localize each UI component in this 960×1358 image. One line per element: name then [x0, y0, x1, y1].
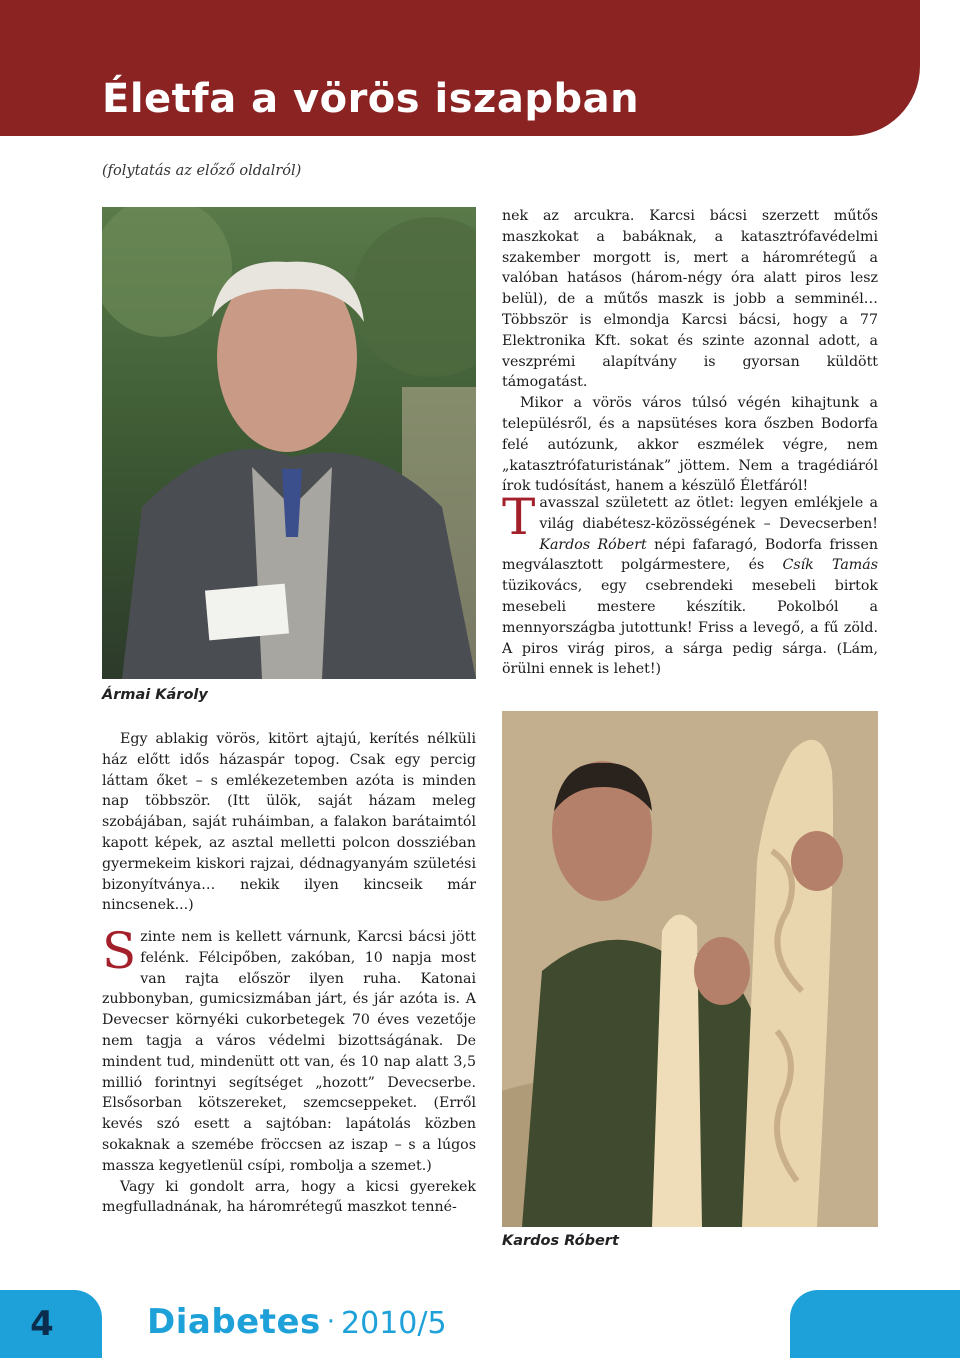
magazine-footer: [147, 1302, 447, 1342]
paragraph: [102, 922, 476, 1177]
article-text-left-top: [102, 729, 476, 916]
page-number: 4: [30, 1304, 54, 1344]
text-run: zinte nem is kellett várnunk, Karcsi bácsi jött felénk. Félcipőben, zakóban, 10 napja most van rajta először ilyen ruha. Katonai zubbonyban, gumicsizmában járt, és jár azóta is. A Devecser környéki cukorbetegek 70 éves vezetője nem tagja a város védelmi bizottságának. De mindent tud, mindenütt ott van, és 10 nap alatt 3,5 millió forintnyi segítséget „hozott” Devecserbe. Elsősorban kötszereket, szemcseppeket. (Erről kevés szó esett a sajtóban: lapátolás közben sokaknak a szemébe fröccsen az iszap – s a lúgos massza kegyetlenül csípi, rombolja a szemet.): [102, 929, 476, 1174]
carver-photo: [502, 711, 878, 1227]
continued-note: (folytatás az előző oldalról): [102, 163, 302, 179]
drop-cap: T: [502, 488, 536, 546]
article-text-left-bottom: [102, 922, 476, 1218]
portrait-caption: Ármai Károly: [102, 687, 208, 703]
portrait-photo: [102, 207, 476, 679]
paragraph: Vagy ki gondolt arra, hogy a kicsi gyerekek megfulladnának, ha háromrétegű maszkot tenné-: [102, 1178, 476, 1216]
text-run: tüzikovács, egy csebrendeki mesebeli birtok mesebeli mestere készítik. Pokolból a mennyországba jutottunk! Friss a levegő, a fű zöld. A piros virág piros, a sárga pedig sárga. (Lám, örülni ennek is lehet!): [502, 578, 878, 678]
issue-number: 2010/5: [341, 1306, 447, 1341]
article-text-right-bottom: [502, 488, 878, 680]
text-run: avasszal született az ötlet: legyen emlékjele a világ diabétesz-közösségének – Devecserben!: [539, 495, 878, 532]
separator: ·: [326, 1307, 336, 1337]
person-name: Kardos Róbert: [539, 536, 647, 553]
magazine-name: Diabetes: [147, 1302, 321, 1342]
carver-caption: Kardos Róbert: [502, 1233, 619, 1249]
footer-decor-tab: [790, 1290, 960, 1358]
drop-cap: S: [102, 922, 137, 980]
paragraph: [502, 488, 878, 680]
paragraph: nek az arcukra. Karcsi bácsi szerzett műtős maszkokat a babáknak, a katasztrófavédelmi szakember morgott is, mert a háromrétegű a valóban hatásos (három-négy óra alatt piros lesz belül), de a műtős maszk is jobb a semminél… Többször is elmondja Karcsi bácsi, hogy a 77 Elektronika Kft. sokat és szinte azonnal adott, a veszprémi alapítvány is gyorsan küldött támogatást.: [502, 208, 878, 391]
paragraph: Egy ablakig vörös, kitört ajtajú, kerítés nélküli ház előtt idős házaspár topog. Csak egy percig láttam őket – s emlékezetemben azóta is minden nap többször. (Itt ülök, saját házam meleg szobájában, saját ruháimban, a falakon barátaimtól kapott képek, az asztal melletti polcon dossziéban gyermekeim kiskori rajzai, dédnagyanyám születési bizonyítványa… nekik ilyen kincseik már nincsenek...): [102, 731, 476, 914]
paragraph: Mikor a vörös város túlsó végén kihajtunk a településről, és a napsütéses kora őszben Bodorfa felé autózunk, akkor eszmélek végre, nem „katasztrófaturistának” jöttem. Nem a tragédiáról írok tudósítást, hanem a készülő Életfáról!: [502, 395, 878, 495]
person-name: Csík Tamás: [782, 557, 878, 574]
text-run: népi fafaragó, Bodorfa frissen megválasztott polgármestere, és: [502, 536, 878, 574]
page-title: Életfa a vörös iszapban: [102, 76, 640, 122]
article-text-right-top: [502, 206, 878, 497]
